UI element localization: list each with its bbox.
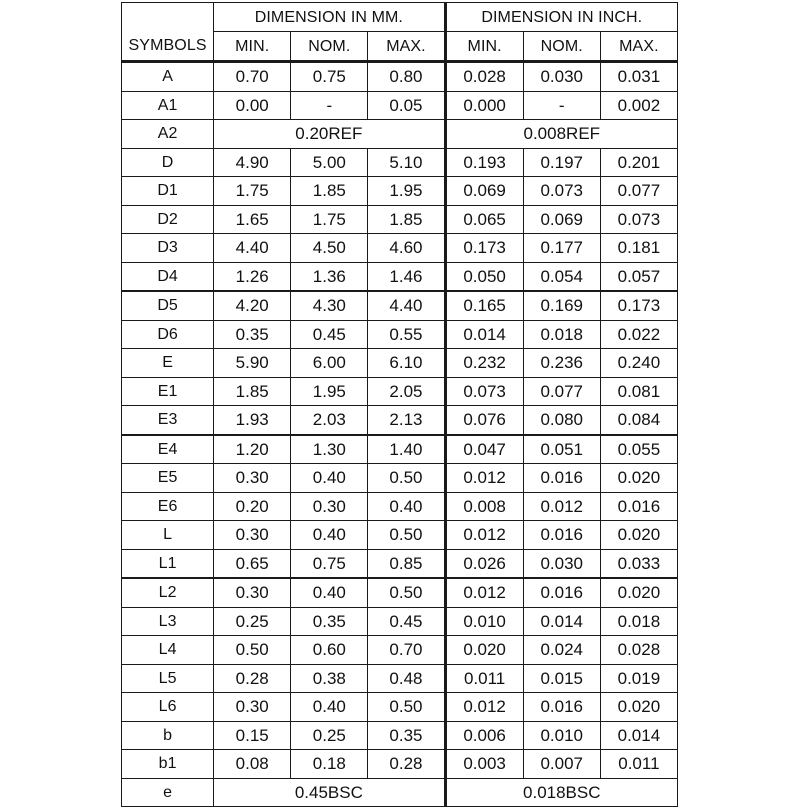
inch-min-cell: 0.050 bbox=[445, 262, 523, 291]
symbol-cell: L bbox=[122, 521, 214, 550]
inch-nom-cell: 0.030 bbox=[523, 62, 600, 92]
mm-min-cell: 0.35 bbox=[214, 320, 291, 349]
symbol-cell: D1 bbox=[122, 177, 214, 206]
mm-nom-cell: 0.75 bbox=[291, 62, 368, 92]
mm-nom-cell: 6.00 bbox=[291, 349, 368, 378]
symbol-cell: L6 bbox=[122, 693, 214, 722]
table-row bbox=[122, 91, 678, 120]
inch-min-cell: 0.012 bbox=[445, 464, 523, 493]
table-row bbox=[122, 549, 678, 578]
mm-nom-cell: 0.40 bbox=[291, 578, 368, 607]
inch-max-cell: 0.002 bbox=[600, 91, 677, 120]
inch-max-cell: 0.201 bbox=[600, 148, 677, 177]
header-row-groups bbox=[122, 3, 678, 32]
inch-min-cell: 0.069 bbox=[445, 177, 523, 206]
mm-nom-cell: 1.30 bbox=[291, 435, 368, 464]
mm-min-cell: 5.90 bbox=[214, 349, 291, 378]
symbol-cell: A2 bbox=[122, 120, 214, 149]
mm-min-cell: 4.20 bbox=[214, 291, 291, 320]
mm-max-cell: 0.40 bbox=[368, 492, 445, 521]
table-row bbox=[122, 291, 678, 320]
mm-max-cell: 0.05 bbox=[368, 91, 445, 120]
inch-min-cell: 0.008 bbox=[445, 492, 523, 521]
inch-nom-cell: 0.016 bbox=[523, 693, 600, 722]
inch-nom-cell: 0.051 bbox=[523, 435, 600, 464]
inch-min-cell: 0.076 bbox=[445, 406, 523, 435]
symbol-cell: A bbox=[122, 62, 214, 92]
mm-min-cell: 0.15 bbox=[214, 721, 291, 750]
mm-nom-cell: 4.30 bbox=[291, 291, 368, 320]
symbol-cell: L5 bbox=[122, 664, 214, 693]
mm-nom-cell: 0.18 bbox=[291, 750, 368, 779]
mm-min-cell: 0.25 bbox=[214, 607, 291, 636]
inch-nom-cell: 0.016 bbox=[523, 578, 600, 607]
inch-nom-cell: 0.007 bbox=[523, 750, 600, 779]
mm-max-cell: 4.60 bbox=[368, 234, 445, 263]
inch-max-cell: 0.031 bbox=[600, 62, 677, 92]
mm-min-cell: 0.30 bbox=[214, 521, 291, 550]
table-row bbox=[122, 521, 678, 550]
inch-min-cell: 0.012 bbox=[445, 521, 523, 550]
mm-max-cell: 0.50 bbox=[368, 521, 445, 550]
inch-min-cell: 0.006 bbox=[445, 721, 523, 750]
mm-max-cell: 6.10 bbox=[368, 349, 445, 378]
inch-max-cell: 0.014 bbox=[600, 721, 677, 750]
header-inch-max: MAX. bbox=[600, 32, 677, 62]
inch-min-cell: 0.011 bbox=[445, 664, 523, 693]
mm-max-cell: 0.50 bbox=[368, 464, 445, 493]
table-row bbox=[122, 177, 678, 206]
inch-max-cell: 0.011 bbox=[600, 750, 677, 779]
mm-min-cell: 0.65 bbox=[214, 549, 291, 578]
inch-nom-cell: 0.069 bbox=[523, 205, 600, 234]
mm-nom-cell: 0.75 bbox=[291, 549, 368, 578]
mm-min-cell: 1.65 bbox=[214, 205, 291, 234]
inch-nom-cell: 0.018 bbox=[523, 320, 600, 349]
mm-max-cell: 0.80 bbox=[368, 62, 445, 92]
mm-max-cell: 1.95 bbox=[368, 177, 445, 206]
table-row bbox=[122, 320, 678, 349]
mm-nom-cell: 0.35 bbox=[291, 607, 368, 636]
inch-min-cell: 0.193 bbox=[445, 148, 523, 177]
inch-min-cell: 0.020 bbox=[445, 636, 523, 665]
mm-max-cell: 0.48 bbox=[368, 664, 445, 693]
inch-nom-cell: 0.177 bbox=[523, 234, 600, 263]
mm-max-cell: 0.70 bbox=[368, 636, 445, 665]
mm-nom-cell: 0.40 bbox=[291, 693, 368, 722]
mm-nom-cell: 5.00 bbox=[291, 148, 368, 177]
inch-nom-cell: 0.024 bbox=[523, 636, 600, 665]
table-row bbox=[122, 120, 678, 149]
inch-max-cell: 0.081 bbox=[600, 377, 677, 406]
symbol-cell: D4 bbox=[122, 262, 214, 291]
inch-nom-cell: 0.010 bbox=[523, 721, 600, 750]
symbol-cell: D3 bbox=[122, 234, 214, 263]
symbol-cell: E6 bbox=[122, 492, 214, 521]
inch-nom-cell: 0.016 bbox=[523, 521, 600, 550]
inch-nom-cell: 0.080 bbox=[523, 406, 600, 435]
table-row bbox=[122, 62, 678, 92]
mm-max-cell: 1.46 bbox=[368, 262, 445, 291]
table-row bbox=[122, 205, 678, 234]
header-symbols: SYMBOLS bbox=[122, 32, 214, 62]
inch-nom-cell: 0.169 bbox=[523, 291, 600, 320]
mm-nom-cell: 0.25 bbox=[291, 721, 368, 750]
symbol-cell: E bbox=[122, 349, 214, 378]
mm-min-cell: 1.20 bbox=[214, 435, 291, 464]
inch-nom-cell: 0.054 bbox=[523, 262, 600, 291]
table-row bbox=[122, 750, 678, 779]
symbol-cell: L3 bbox=[122, 607, 214, 636]
symbol-cell: b bbox=[122, 721, 214, 750]
symbol-cell: L4 bbox=[122, 636, 214, 665]
mm-min-cell: 0.28 bbox=[214, 664, 291, 693]
mm-max-cell: 2.05 bbox=[368, 377, 445, 406]
symbol-cell: L1 bbox=[122, 549, 214, 578]
symbol-cell: E5 bbox=[122, 464, 214, 493]
inch-max-cell: 0.020 bbox=[600, 521, 677, 550]
mm-nom-cell: 0.60 bbox=[291, 636, 368, 665]
inch-min-cell: 0.065 bbox=[445, 205, 523, 234]
table-row bbox=[122, 721, 678, 750]
table-row bbox=[122, 349, 678, 378]
mm-min-cell: 1.26 bbox=[214, 262, 291, 291]
inch-nom-cell: 0.016 bbox=[523, 464, 600, 493]
symbol-cell: e bbox=[122, 778, 214, 807]
inch-nom-cell: 0.012 bbox=[523, 492, 600, 521]
inch-min-cell: 0.010 bbox=[445, 607, 523, 636]
mm-nom-cell: 1.85 bbox=[291, 177, 368, 206]
symbol-cell: D bbox=[122, 148, 214, 177]
inch-nom-cell: 0.197 bbox=[523, 148, 600, 177]
header-mm-group: DIMENSION IN MM. bbox=[214, 3, 445, 32]
inch-max-cell: 0.028 bbox=[600, 636, 677, 665]
inch-nom-cell: 0.236 bbox=[523, 349, 600, 378]
table-row bbox=[122, 464, 678, 493]
inch-max-cell: 0.020 bbox=[600, 578, 677, 607]
header-inch-min: MIN. bbox=[445, 32, 523, 62]
mm-max-cell: 0.50 bbox=[368, 578, 445, 607]
inch-max-cell: 0.020 bbox=[600, 464, 677, 493]
table-row bbox=[122, 148, 678, 177]
table-row bbox=[122, 607, 678, 636]
mm-nom-cell: 1.75 bbox=[291, 205, 368, 234]
mm-min-cell: 0.30 bbox=[214, 693, 291, 722]
mm-nom-cell: 0.38 bbox=[291, 664, 368, 693]
inch-nom-cell: 0.015 bbox=[523, 664, 600, 693]
table-row bbox=[122, 778, 678, 807]
dimensions-table bbox=[121, 2, 678, 807]
mm-min-cell: 0.30 bbox=[214, 464, 291, 493]
inch-span-cell: 0.008REF bbox=[445, 120, 677, 149]
mm-min-cell: 0.00 bbox=[214, 91, 291, 120]
table-row bbox=[122, 636, 678, 665]
symbol-cell: D2 bbox=[122, 205, 214, 234]
mm-nom-cell: 0.45 bbox=[291, 320, 368, 349]
inch-min-cell: 0.028 bbox=[445, 62, 523, 92]
inch-min-cell: 0.014 bbox=[445, 320, 523, 349]
header-inch-group: DIMENSION IN INCH. bbox=[445, 3, 677, 32]
inch-max-cell: 0.022 bbox=[600, 320, 677, 349]
table-row bbox=[122, 435, 678, 464]
inch-max-cell: 0.033 bbox=[600, 549, 677, 578]
inch-min-cell: 0.165 bbox=[445, 291, 523, 320]
header-corner-cell bbox=[122, 3, 214, 32]
inch-nom-cell: 0.073 bbox=[523, 177, 600, 206]
table-row bbox=[122, 693, 678, 722]
table-row bbox=[122, 492, 678, 521]
inch-min-cell: 0.012 bbox=[445, 693, 523, 722]
mm-max-cell: 0.85 bbox=[368, 549, 445, 578]
mm-nom-cell: 1.36 bbox=[291, 262, 368, 291]
header-inch-nom: NOM. bbox=[523, 32, 600, 62]
header-mm-max: MAX. bbox=[368, 32, 445, 62]
mm-max-cell: 0.35 bbox=[368, 721, 445, 750]
inch-min-cell: 0.000 bbox=[445, 91, 523, 120]
mm-nom-cell: 0.30 bbox=[291, 492, 368, 521]
mm-min-cell: 1.93 bbox=[214, 406, 291, 435]
dimensions-table-body bbox=[122, 3, 678, 807]
table-row bbox=[122, 377, 678, 406]
inch-max-cell: 0.018 bbox=[600, 607, 677, 636]
inch-max-cell: 0.240 bbox=[600, 349, 677, 378]
inch-max-cell: 0.077 bbox=[600, 177, 677, 206]
table-row bbox=[122, 578, 678, 607]
mm-max-cell: 0.50 bbox=[368, 693, 445, 722]
inch-span-cell: 0.018BSC bbox=[445, 778, 677, 807]
inch-min-cell: 0.173 bbox=[445, 234, 523, 263]
mm-min-cell: 4.40 bbox=[214, 234, 291, 263]
header-mm-nom: NOM. bbox=[291, 32, 368, 62]
symbol-cell: E1 bbox=[122, 377, 214, 406]
table-row bbox=[122, 234, 678, 263]
mm-max-cell: 0.55 bbox=[368, 320, 445, 349]
mm-min-cell: 0.70 bbox=[214, 62, 291, 92]
inch-max-cell: 0.055 bbox=[600, 435, 677, 464]
inch-min-cell: 0.232 bbox=[445, 349, 523, 378]
mm-min-cell: 0.20 bbox=[214, 492, 291, 521]
mm-min-cell: 0.08 bbox=[214, 750, 291, 779]
inch-max-cell: 0.084 bbox=[600, 406, 677, 435]
inch-min-cell: 0.026 bbox=[445, 549, 523, 578]
mm-max-cell: 0.28 bbox=[368, 750, 445, 779]
symbol-cell: E4 bbox=[122, 435, 214, 464]
inch-min-cell: 0.012 bbox=[445, 578, 523, 607]
mm-nom-cell: 2.03 bbox=[291, 406, 368, 435]
mm-nom-cell: - bbox=[291, 91, 368, 120]
table-row bbox=[122, 664, 678, 693]
inch-nom-cell: 0.077 bbox=[523, 377, 600, 406]
inch-nom-cell: - bbox=[523, 91, 600, 120]
inch-max-cell: 0.019 bbox=[600, 664, 677, 693]
mm-nom-cell: 0.40 bbox=[291, 464, 368, 493]
mm-max-cell: 5.10 bbox=[368, 148, 445, 177]
inch-max-cell: 0.173 bbox=[600, 291, 677, 320]
inch-min-cell: 0.047 bbox=[445, 435, 523, 464]
inch-min-cell: 0.003 bbox=[445, 750, 523, 779]
inch-max-cell: 0.073 bbox=[600, 205, 677, 234]
symbol-cell: D5 bbox=[122, 291, 214, 320]
header-mm-min: MIN. bbox=[214, 32, 291, 62]
mm-nom-cell: 1.95 bbox=[291, 377, 368, 406]
header-row-columns bbox=[122, 32, 678, 62]
symbol-cell: L2 bbox=[122, 578, 214, 607]
inch-nom-cell: 0.030 bbox=[523, 549, 600, 578]
inch-min-cell: 0.073 bbox=[445, 377, 523, 406]
mm-nom-cell: 0.40 bbox=[291, 521, 368, 550]
inch-max-cell: 0.016 bbox=[600, 492, 677, 521]
inch-max-cell: 0.020 bbox=[600, 693, 677, 722]
mm-min-cell: 1.85 bbox=[214, 377, 291, 406]
mm-max-cell: 1.85 bbox=[368, 205, 445, 234]
mm-min-cell: 0.30 bbox=[214, 578, 291, 607]
mm-span-cell: 0.20REF bbox=[214, 120, 445, 149]
mm-min-cell: 4.90 bbox=[214, 148, 291, 177]
table-row bbox=[122, 406, 678, 435]
mm-max-cell: 2.13 bbox=[368, 406, 445, 435]
inch-nom-cell: 0.014 bbox=[523, 607, 600, 636]
mm-nom-cell: 4.50 bbox=[291, 234, 368, 263]
mm-min-cell: 0.50 bbox=[214, 636, 291, 665]
table-row bbox=[122, 262, 678, 291]
mm-max-cell: 0.45 bbox=[368, 607, 445, 636]
symbol-cell: b1 bbox=[122, 750, 214, 779]
symbol-cell: D6 bbox=[122, 320, 214, 349]
mm-min-cell: 1.75 bbox=[214, 177, 291, 206]
symbol-cell: E3 bbox=[122, 406, 214, 435]
mm-max-cell: 1.40 bbox=[368, 435, 445, 464]
inch-max-cell: 0.057 bbox=[600, 262, 677, 291]
mm-span-cell: 0.45BSC bbox=[214, 778, 445, 807]
inch-max-cell: 0.181 bbox=[600, 234, 677, 263]
symbol-cell: A1 bbox=[122, 91, 214, 120]
mm-max-cell: 4.40 bbox=[368, 291, 445, 320]
